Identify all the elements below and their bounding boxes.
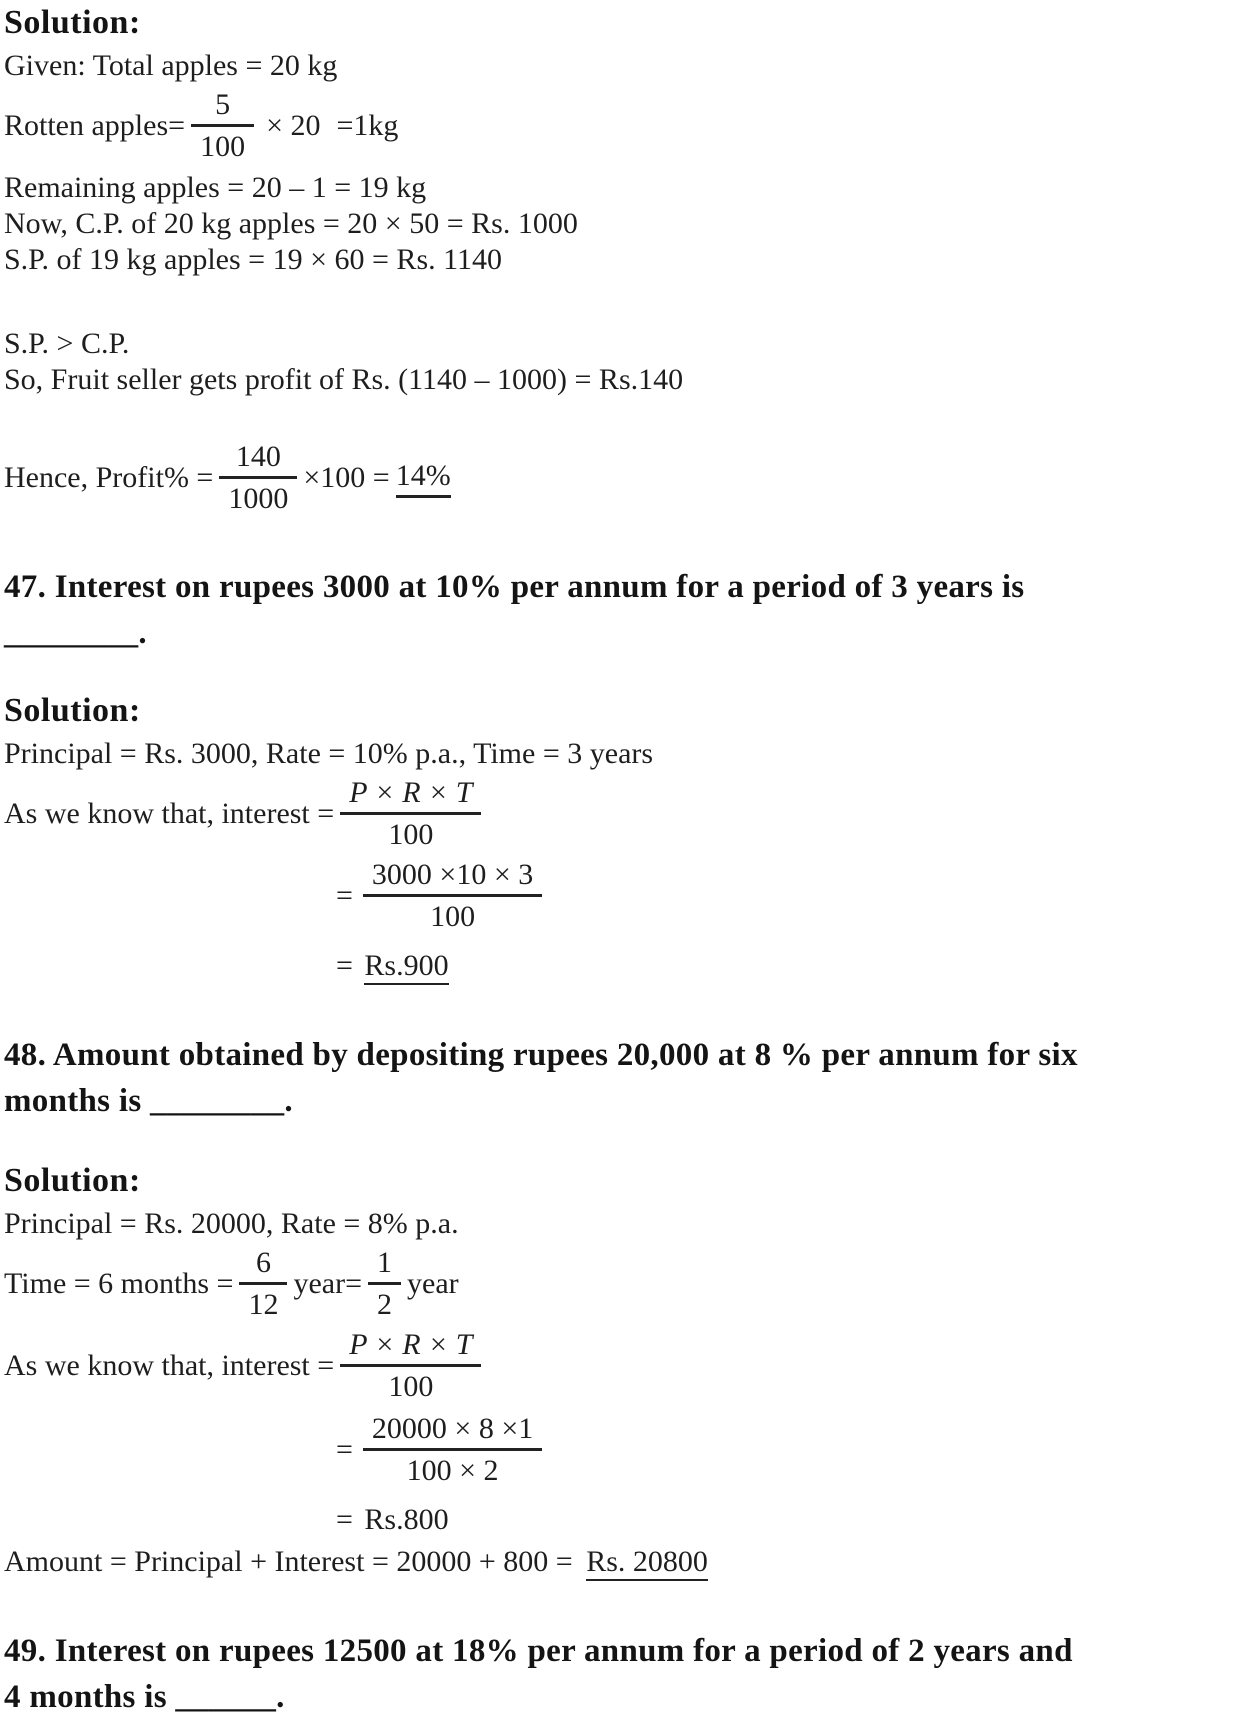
principal-48-line: Principal = Rs. 20000, Rate = 8% p.a.	[4, 1207, 459, 1240]
fraction-denominator: 100	[340, 1364, 481, 1404]
remaining-line: Remaining apples = 20 – 1 = 19 kg	[4, 171, 427, 204]
solution-46-heading: Solution:	[4, 4, 141, 41]
interest-result-value: Rs.900	[364, 949, 448, 985]
fraction-3000x10x3-over-100	[363, 858, 542, 934]
fraction-denominator: 100	[191, 124, 254, 164]
question-49-line1: 49. Interest on rupees 12500 at 18% per annum for a period of 2 years and	[4, 1633, 1073, 1669]
question-47	[4, 564, 1242, 656]
interest-formula-47	[4, 776, 1242, 852]
selling-price-line: S.P. of 19 kg apples = 19 × 60 = Rs. 1140	[4, 243, 503, 276]
rotten-result: =1kg	[336, 109, 399, 142]
fraction-1-over-2	[368, 1246, 401, 1322]
fraction-denominator: 2	[368, 1282, 401, 1322]
fraction-numerator: 3000 ×10 × 3	[371, 858, 534, 891]
question-47-line1: 47. Interest on rupees 3000 at 10% per annum for a period of 3 years is	[4, 569, 1025, 605]
fraction-prt-over-100	[340, 1328, 481, 1404]
fraction-prt-over-100	[340, 776, 481, 852]
equals-sign: =	[336, 1433, 353, 1466]
profit-percent-prefix: Hence, Profit% =	[4, 461, 214, 494]
fraction-denominator: 12	[239, 1282, 287, 1322]
fraction-5-over-100	[191, 88, 254, 164]
solution-47-heading: Solution:	[4, 692, 141, 729]
question-48	[4, 1032, 1242, 1124]
fraction-numerator: 1	[377, 1246, 392, 1279]
fraction-denominator: 100	[340, 812, 481, 852]
question-47-blank: ________.	[4, 615, 147, 651]
comparison-line: S.P. > C.P.	[4, 327, 130, 360]
question-49	[4, 1628, 1242, 1720]
fraction-denominator: 100 × 2	[363, 1448, 542, 1488]
fraction-numerator: 140	[235, 440, 281, 473]
time-suffix: year	[407, 1267, 459, 1300]
question-48-line1: 48. Amount obtained by depositing rupees 20,000 at 8 % per annum for six	[4, 1037, 1078, 1073]
fraction-140-over-1000	[219, 440, 297, 516]
rotten-prefix: Rotten apples=	[4, 109, 186, 142]
fraction-numerator: P × R × T	[349, 776, 473, 809]
interest-result-47	[336, 948, 1242, 984]
equals-sign: =	[336, 1503, 353, 1536]
profit-percent-mid: ×100 =	[303, 461, 390, 494]
formula-prefix: As we know that, interest =	[4, 797, 335, 830]
fraction-20000x8x1-over-100x2	[363, 1412, 542, 1488]
fraction-numerator: 20000 × 8 ×1	[371, 1412, 534, 1445]
amount-result-value: Rs. 20800	[586, 1545, 708, 1581]
question-48-line2: months is ________.	[4, 1083, 293, 1119]
interest-result-value: Rs.800	[364, 1503, 449, 1536]
equals-sign: =	[336, 879, 353, 912]
interest-result-48	[336, 1502, 1242, 1538]
time-conversion-equation	[4, 1246, 1242, 1322]
interest-formula-48	[4, 1328, 1242, 1404]
amount-prefix: Amount = Principal + Interest = 20000 + 800 =	[4, 1545, 573, 1578]
time-mid: year=	[293, 1267, 362, 1300]
fraction-denominator: 1000	[219, 476, 297, 516]
cost-price-line: Now, C.P. of 20 kg apples = 20 × 50 = Rs. 1000	[4, 207, 578, 240]
fraction-numerator: P × R × T	[349, 1328, 473, 1361]
rotten-apples-equation	[4, 88, 1242, 164]
time-prefix: Time = 6 months =	[4, 1267, 234, 1300]
fraction-numerator: 5	[215, 88, 231, 121]
fraction-6-over-12	[239, 1246, 287, 1322]
amount-line	[4, 1544, 1242, 1580]
question-49-line2: 4 months is ______.	[4, 1679, 285, 1715]
solution-48-heading: Solution:	[4, 1162, 141, 1199]
profit-percent-equation	[4, 440, 1242, 516]
interest-substitution-48	[336, 1412, 1242, 1488]
equals-sign: =	[336, 949, 353, 982]
given-line: Given: Total apples = 20 kg	[4, 49, 338, 82]
rotten-multiplier: × 20	[266, 109, 321, 142]
profit-percent-result: 14%	[396, 459, 451, 498]
principal-47-line: Principal = Rs. 3000, Rate = 10% p.a., Time = 3 years	[4, 737, 654, 770]
interest-substitution-47	[336, 858, 1242, 934]
fraction-denominator: 100	[363, 894, 542, 934]
fraction-numerator: 6	[255, 1246, 271, 1279]
formula-prefix: As we know that, interest =	[4, 1349, 335, 1382]
profit-statement-line: So, Fruit seller gets profit of Rs. (1140 – 1000) = Rs.140	[4, 363, 684, 396]
